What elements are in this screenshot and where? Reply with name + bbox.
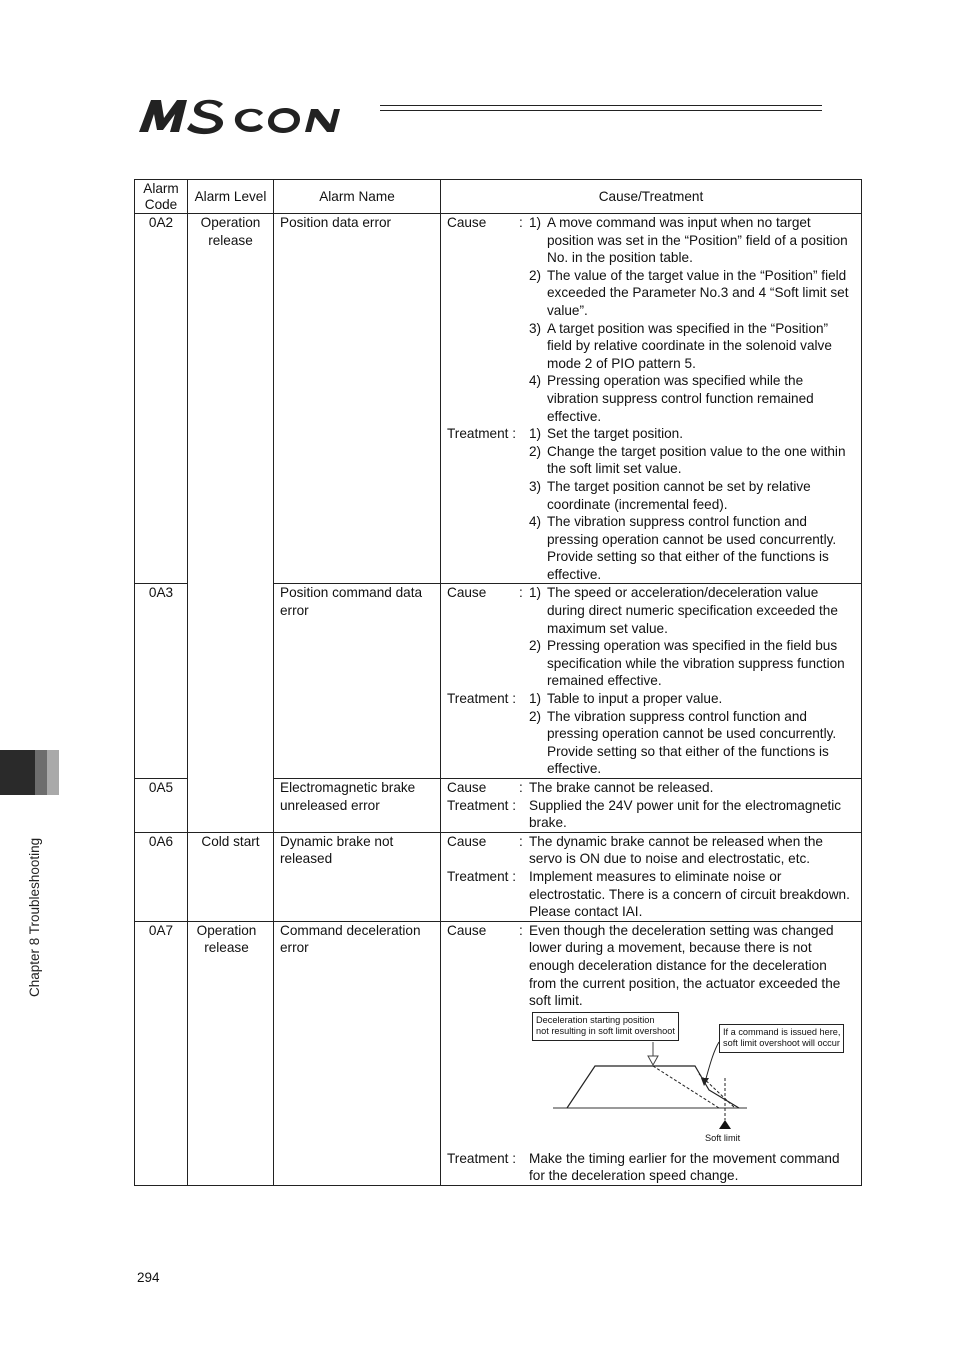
chapter-label: Chapter 8 Troubleshooting [27,837,42,997]
alarm-level: Operation release [188,921,274,1185]
table-header-row [135,180,862,214]
chapter-tab [0,750,59,795]
cause-treatment: Cause : The dynamic brake cannot be released when the servo is ON due to noise and electrostatic, etc. Treatment : Implement measures to eliminate noise or electrostatic. There is a concern of circuit breakdown. Please contact IAI. [441,832,862,921]
cause-treatment: Cause : The brake cannot be released. Treatment : Supplied the 24V power unit for the electromagnetic brake. [441,779,862,833]
cause-item: The value of the target value in the “Position” field exceeded the Parameter No.3 and 4 “Soft limit set value”. [547,267,849,318]
soft-limit-label: Soft limit [705,1132,741,1143]
deceleration-diagram [447,1012,855,1146]
cause-item: A target position was specified in the “Position” field by relative coordinate in the solenoid valve mode 2 of PIO pattern 5. [547,320,832,371]
treatment-item: Change the target position value to the one within the soft limit set value. [547,443,846,477]
header-alarm-code: Alarm Code [135,180,188,214]
table-row [135,214,862,584]
alarm-code: 0A2 [135,214,188,584]
cause-item: A move command was input when no target position was set in the “Position” field of a position No. in the position table. [547,215,848,266]
alarm-code: 0A7 [135,921,188,1185]
callout-deceleration-start: Deceleration starting position not resulting in soft limit overshoot [532,1012,679,1041]
cause-treatment: Cause : 1) The speed or acceleration/deceleration value during direct numeric specification exceeded the maximum set value. 2) Pressing operation was specified in the field bus specification while the vibration suppress function remained effective. Treatment : 1) Table to input a proper value. 2) The vibration suppress control function and pressing operation cannot be used concurrently. Provide setting so that either of the functions is effective. [441,584,862,779]
header-alarm-level: Alarm Level [188,180,274,214]
cause-text: Even though the deceleration setting was changed lower during a movement, because there is not enough deceleration distance for the deceleration from the current position, the actuator exceeded the soft limit. [529,922,841,1009]
cause-item: Pressing operation was specified while the vibration suppress control function remained effective. [547,373,814,424]
page-number: 294 [137,1270,160,1285]
alarm-level: Operation release [188,214,274,833]
treatment-text: Implement measures to eliminate noise or electrostatic. There is a concern of circuit breakdown. Please contact IAI. [529,868,850,920]
treatment-item: The target position cannot be set by relative coordinate (incremental feed). [547,478,811,512]
alarm-name: Command deceleration error [274,921,441,1185]
header-cause-treatment: Cause/Treatment [441,180,862,214]
table-row [135,921,862,1185]
alarm-name: Position data error [274,214,441,584]
treatment-item: Table to input a proper value. [547,691,723,707]
alarm-name: Electromagnetic brake unreleased error [274,779,441,833]
cause-treatment: Cause : Even though the deceleration setting was changed lower during a movement, because there is not enough deceleration distance for the deceleration from the current position, the actuator exceeded the soft limit. Deceleration starting position not resulting in soft limit overshoot If a command is issued here, soft limit overshoot will occur Soft limit Treatment : Make the timing earlier for the movement command for the deceleration speed change. [441,921,862,1185]
treatment-item: The vibration suppress control function and pressing operation cannot be used concurrently. Provide setting so that either of the functions is effective. [547,514,837,582]
alarm-code: 0A6 [135,832,188,921]
treatment-item: Set the target position. [547,426,684,442]
treatment-item: The vibration suppress control function and pressing operation cannot be used concurrently. Provide setting so that either of the functions is effective. [547,708,837,777]
cause-item: Pressing operation was specified in the field bus specification while the vibration suppress function remained effective. [547,638,845,689]
cause-treatment: Cause : 1) A move command was input when no target position was set in the “Position” field of a position No. in the position table. 2) The value of the target value in the “Position” field exceeded the Parameter No.3 and 4 “Soft limit set value”. 3) A target position was specified in the “Position” field by relative coordinate in the solenoid valve mode 2 of PIO pattern 5. 4) Pressing operation was specified while the vibration suppress control function remained effective. Treatment : 1) Set the target position. 2) Change the target position value to the one within the soft limit set value. 3) The target position cannot be set by relative coordinate (incremental feed). 4) The vibration suppress control function and pressing operation cannot be used concurrently. Provide setting so that either of the functions is effective. [441,214,862,584]
alarm-level: Cold start [188,832,274,921]
cause-text: The dynamic brake cannot be released when the servo is ON due to noise and electrostatic, etc. [529,833,823,867]
table-row [135,832,862,921]
header-rule [380,105,822,115]
cause-text: The brake cannot be released. [529,780,714,795]
alarm-code: 0A5 [135,779,188,833]
cause-item: The speed or acceleration/deceleration value during direct numeric specification exceeded the maximum set value. [547,585,838,636]
alarm-name: Dynamic brake not released [274,832,441,921]
header-alarm-name: Alarm Name [274,180,441,214]
alarm-name: Position command data error [274,584,441,779]
alarm-code: 0A3 [135,584,188,779]
treatment-text: Supplied the 24V power unit for the electromagnetic brake. [529,797,842,831]
mscon-logo [137,92,377,142]
alarm-table [134,179,862,1186]
callout-overshoot: If a command is issued here, soft limit overshoot will occur [719,1024,844,1053]
treatment-text: Make the timing earlier for the movement command for the deceleration speed change. [529,1150,840,1184]
